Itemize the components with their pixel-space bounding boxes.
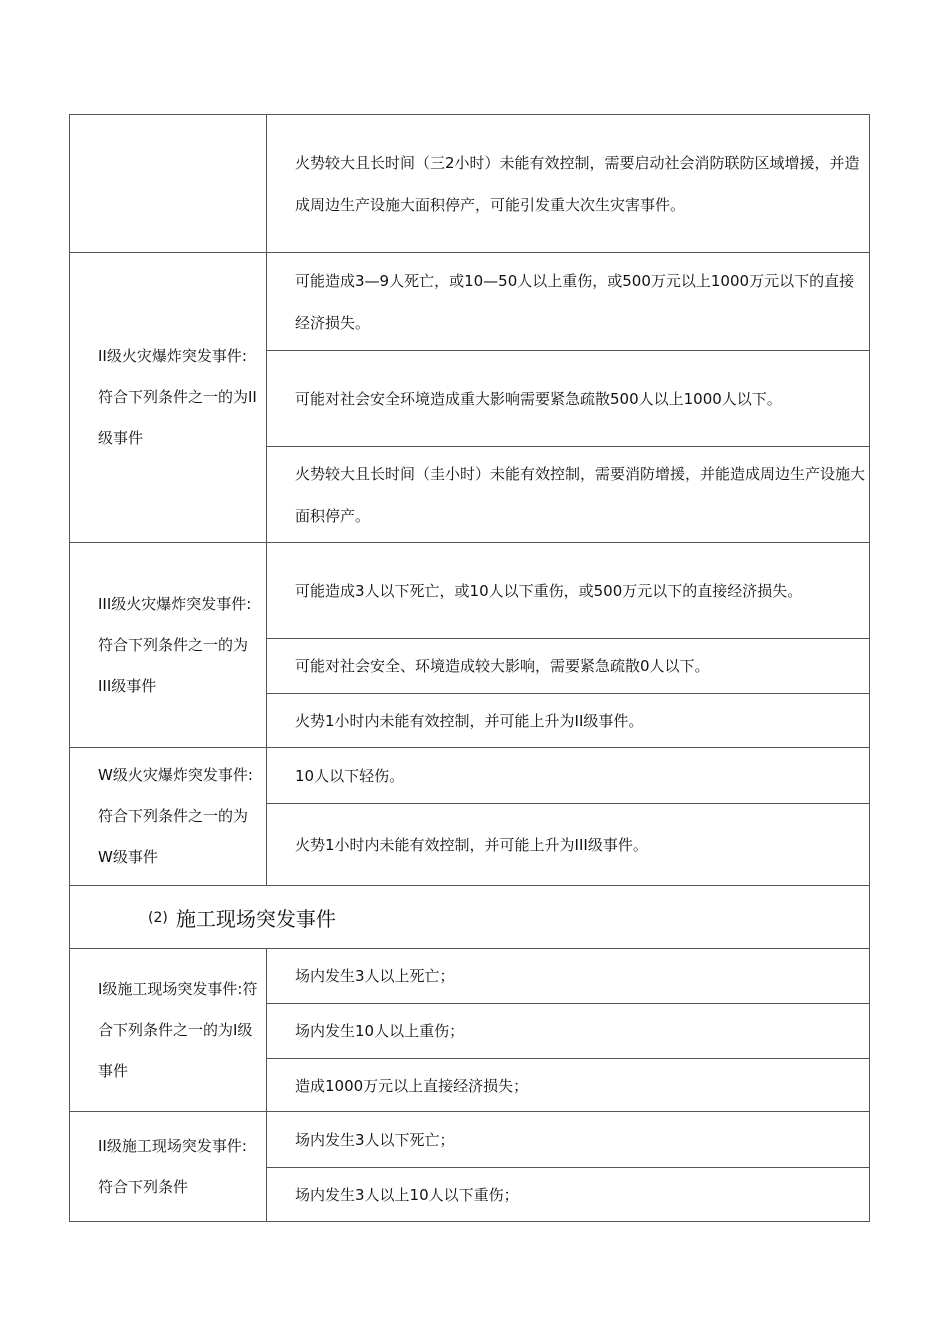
event-grading-table [69, 114, 870, 1222]
condition-cell [267, 1003, 869, 1058]
site-level1-category-text: I级施工现场突发事件:符合下列条件之一的为I级事件 [98, 979, 258, 1080]
condition-cell [267, 949, 869, 1003]
condition-text: 场内发生10人以上重伤； [295, 1022, 465, 1040]
fire-level1-continuation-block [70, 114, 869, 252]
condition-text: 场内发生3人以上死亡； [295, 967, 455, 985]
fire-level4-block [70, 747, 869, 885]
condition-cell [267, 1167, 869, 1222]
condition-cell [267, 1112, 869, 1167]
condition-text: 可能对社会安全环境造成重大影响需要紧急疏散500人以上1000人以下。 [295, 389, 782, 408]
condition-cell [267, 543, 869, 638]
fire-level3-category-text: III级火灾爆炸突发事件:符合下列条件之一的为III级事件 [98, 594, 252, 695]
fire-level4-category-text: W级火灾爆炸突发事件:符合下列条件之一的为W级事件 [98, 766, 253, 866]
condition-text: 场内发生3人以下死亡； [295, 1130, 455, 1149]
condition-text: 可能对社会安全、环境造成较大影响，需要紧急疏散0人以下。 [295, 657, 710, 675]
condition-cell [267, 638, 869, 693]
condition-text: 火势1小时内未能有效控制，并可能上升为III级事件。 [295, 836, 648, 854]
condition-text: 可能造成3人以下死亡，或10人以下重伤，或500万元以下的直接经济损失。 [295, 581, 803, 600]
condition-text: 场内发生3人以上10人以下重伤； [295, 1186, 519, 1204]
site-level1-category-cell [70, 949, 267, 1111]
condition-text: 造成1000万元以上直接经济损失； [295, 1076, 529, 1095]
condition-cell [267, 446, 869, 543]
section-title: 施工现场突发事件 [175, 907, 336, 931]
fire-level2-category-text: II级火灾爆炸突发事件:符合下列条件之一的为II级事件 [98, 347, 257, 447]
condition-cell [267, 350, 869, 446]
site-level2-block [70, 1111, 869, 1221]
site-level2-category-cell [70, 1112, 267, 1221]
section-heading-row [70, 885, 869, 948]
section-number: (2) [148, 909, 168, 926]
condition-cell [267, 748, 869, 803]
condition-text: 火势较大且长时间（三2小时）未能有效控制，需要启动社会消防联防区域增援，并造成周边生产设施大面积停产，可能引发重大次生灾害事件。 [295, 154, 860, 214]
site-level2-category-text: II级施工现场突发事件:符合下列条件 [98, 1136, 247, 1196]
condition-text: 火势较大且长时间（圭小时）未能有效控制，需要消防增援，并能造成周边生产设施大面积停产。 [295, 465, 866, 525]
fire-level2-category-cell [70, 253, 267, 542]
site-level1-block [70, 948, 869, 1111]
fire-level4-category-cell [70, 748, 267, 885]
condition-text: 可能造成3—9人死亡，或10—50人以上重伤，或500万元以上1000万元以下的直接经济损失。 [295, 271, 855, 332]
fire-level3-block [70, 542, 869, 747]
condition-text: 10人以下轻伤。 [295, 766, 405, 785]
fire-level2-block [70, 252, 869, 542]
condition-text: 火势1小时内未能有效控制，并可能上升为II级事件。 [295, 712, 644, 730]
condition-cell [267, 253, 869, 350]
condition-cell [267, 115, 869, 253]
section-heading [70, 886, 869, 949]
condition-cell [267, 1058, 869, 1112]
condition-cell [267, 803, 869, 886]
fire-level1-left-cell [70, 115, 267, 252]
fire-level3-category-cell [70, 543, 267, 747]
condition-cell [267, 693, 869, 748]
